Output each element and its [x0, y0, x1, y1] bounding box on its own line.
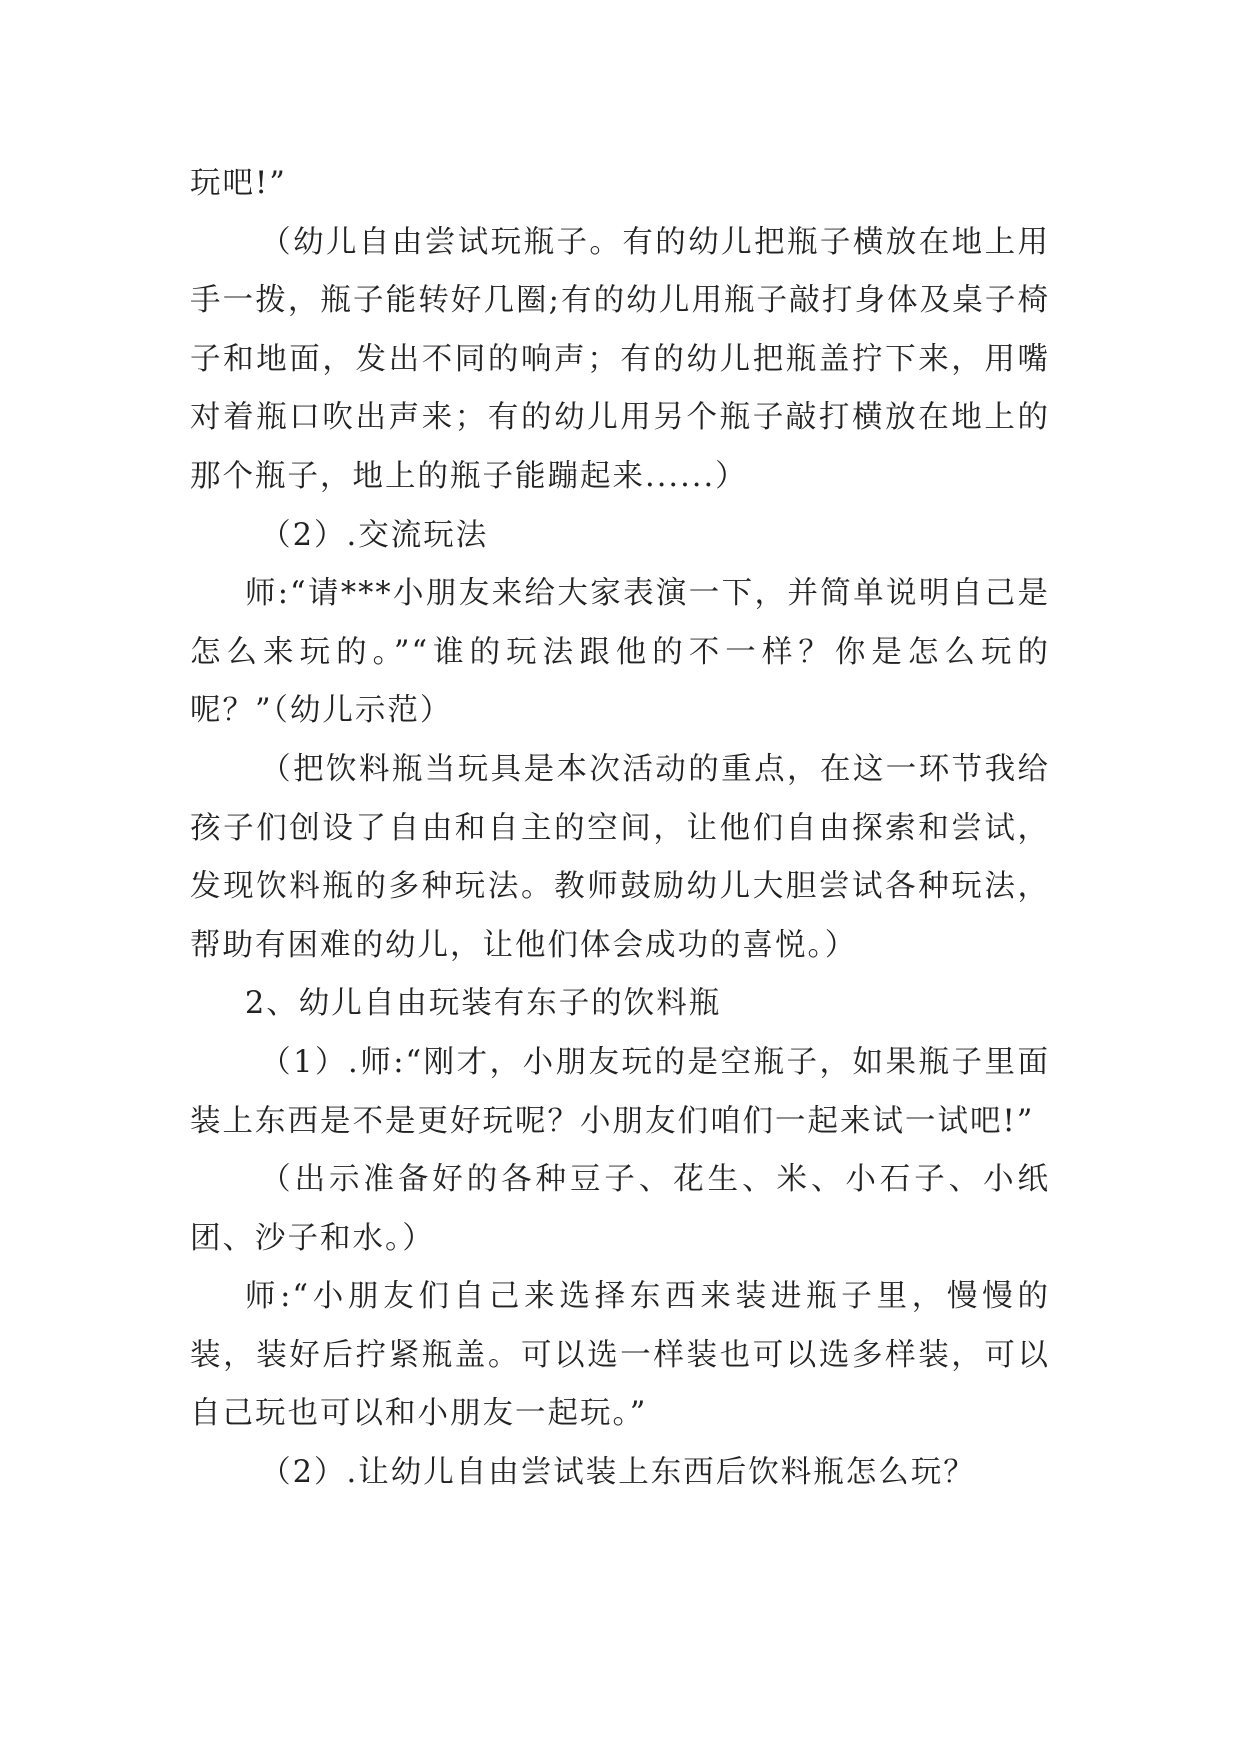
paragraph-section-2-heading: 2、幼儿自由玩装有东子的饮料瓶 [244, 986, 722, 1022]
paragraph-materials: （出示准备好的各种豆子、花生、米、小石子、小纸团、沙子和水。） [190, 1162, 1050, 1256]
paragraph-continuation: 玩吧!” [190, 166, 287, 201]
paragraph-teacher-prompt: 师:“请***小朋友来给大家表演一下，并简单说明自己是怎么来玩的。”“谁的玩法跟他的不一样？你是怎么玩的呢？”（幼儿示范） [190, 576, 1050, 729]
paragraph-teacher-instructions: 师:“小朋友们自己来选择东西来装进瓶子里，慢慢的装，装好后拧紧瓶盖。可以选一样装也可以选多样装，可以自己玩也可以和小朋友一起玩。” [190, 1279, 1050, 1432]
paragraph-free-trial: （2）.让幼儿自由尝试装上东西后饮料瓶怎么玩？ [260, 1455, 976, 1491]
paragraph-teacher-question: （1）.师:“刚才，小朋友玩的是空瓶子，如果瓶子里面装上东西是不是更好玩呢？小朋友们咱们一起来试一试吧!” [190, 1044, 1050, 1139]
paragraph-heading-exchange: （2）.交流玩法 [260, 517, 489, 553]
paragraph-observation: （幼儿自由尝试玩瓶子。有的幼儿把瓶子横放在地上用手一拨，瓶子能转好几圈;有的幼儿用瓶子敲打身体及桌子椅子和地面，发出不同的响声；有的幼儿把瓶盖拧下来，用嘴对着瓶口吹出声来；有的幼儿用另个瓶子敲打横放在地上的那个瓶子，地上的瓶子能蹦起来......） [190, 224, 1050, 494]
document-body [190, 155, 1050, 1503]
paragraph-key-point-note: （把饮料瓶当玩具是本次活动的重点，在这一环节我给孩子们创设了自由和自主的空间，让他们自由探索和尝试，发现饮料瓶的多种玩法。教师鼓励幼儿大胆尝试各种玩法，帮助有困难的幼儿，让他们体会成功的喜悦。） [190, 751, 1050, 963]
